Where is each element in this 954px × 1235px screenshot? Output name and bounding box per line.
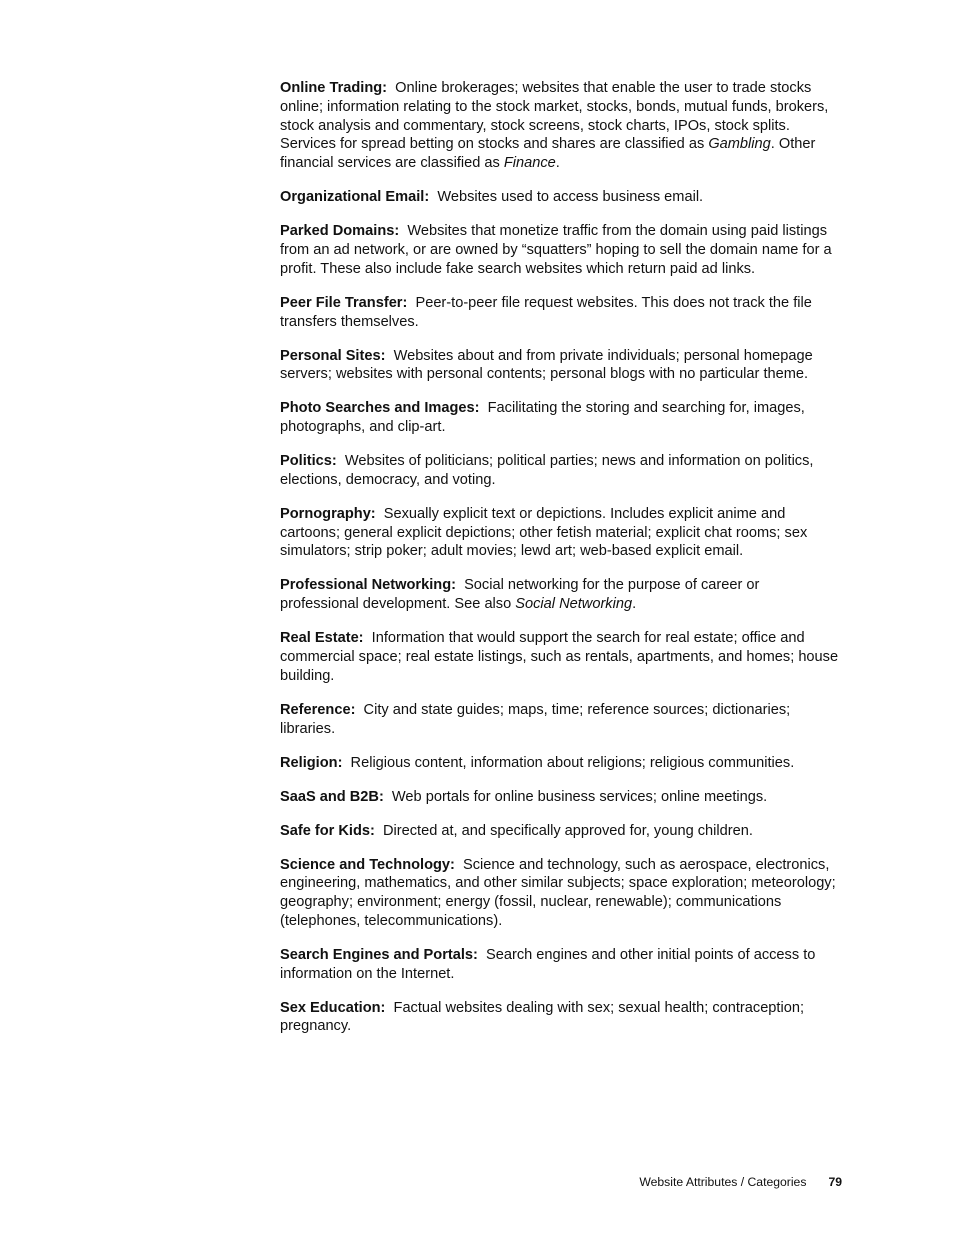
category-term: Search Engines and Portals: — [280, 946, 478, 963]
page-footer — [639, 1174, 842, 1190]
category-entry — [280, 452, 842, 490]
category-definition: Information that would support the search for real estate; office and commercial space; real estate listings, such as rentals, apartments, and homes; house building. — [280, 630, 839, 684]
category-entry — [280, 294, 842, 332]
category-entry — [280, 629, 842, 685]
category-entry — [280, 347, 842, 385]
category-term: Politics: — [280, 453, 337, 470]
category-term: Online Trading: — [280, 80, 388, 96]
category-entry — [280, 788, 842, 807]
category-definition: Web portals for online business services; online meetings. — [391, 788, 768, 805]
category-term: Professional Networking: — [280, 577, 456, 594]
category-term: Personal Sites: — [280, 347, 386, 364]
category-definition: . Other financial services are classified as — [280, 136, 816, 172]
page-number: 79 — [828, 1175, 842, 1189]
category-definition: . — [555, 155, 560, 172]
footer-section-title: Website Attributes / Categories — [639, 1175, 807, 1189]
category-entry — [280, 222, 842, 278]
category-term: Religion: — [280, 754, 343, 771]
category-definition: Websites used to access business email. — [437, 189, 704, 206]
category-entry — [280, 754, 842, 773]
category-term: Reference: — [280, 701, 356, 718]
category-entry — [280, 188, 842, 207]
category-definition: . — [632, 596, 637, 613]
category-term: Sex Education: — [280, 999, 386, 1016]
category-definition: Science and technology, such as aerospace, electronics, engineering, mathematics, and other similar subjects; space exploration; meteorology; geography; environment; energy (fossil, nuclear, renewable); communications (telephones, telecommunications). — [280, 856, 836, 929]
category-term: Real Estate: — [280, 630, 364, 647]
category-definition: Online brokerages; websites that enable the user to trade stocks online; information relating to the stock market, stocks, bonds, mutual funds, brokers, stock analysis and commentary, stock screens, stock charts, IPOs, stock splits. Services for spread betting on stocks and shares are classified as — [280, 80, 829, 153]
category-cross-reference: Social Networking — [515, 596, 633, 613]
category-definition: City and state guides; maps, time; reference sources; dictionaries; libraries. — [280, 701, 791, 737]
category-cross-reference: Finance — [503, 155, 556, 172]
category-entry — [280, 576, 842, 614]
category-cross-reference: Gambling — [708, 136, 771, 153]
category-term: SaaS and B2B: — [280, 788, 384, 805]
category-definition: Search engines and other initial points of access to information on the Internet. — [280, 946, 816, 982]
category-definition: Social networking for the purpose of career or professional development. See also — [280, 577, 760, 613]
category-definitions — [280, 79, 842, 1051]
category-definition: Facilitating the storing and searching for, images, photographs, and clip-art. — [280, 400, 805, 436]
category-entry — [280, 701, 842, 739]
category-definition: Websites that monetize traffic from the domain using paid listings from an ad network, or are owned by “squatters” hoping to sell the domain name for a profit. These also include fake search websites which return paid ad links. — [280, 223, 832, 277]
category-term: Photo Searches and Images: — [280, 400, 480, 417]
category-entry — [280, 505, 842, 561]
category-definition: Websites about and from private individuals; personal homepage servers; websites with personal contents; personal blogs with no particular theme. — [280, 347, 813, 383]
category-term: Safe for Kids: — [280, 822, 375, 839]
category-definition: Factual websites dealing with sex; sexual health; contraception; pregnancy. — [280, 999, 805, 1035]
category-entry — [280, 79, 842, 173]
category-term: Pornography: — [280, 505, 376, 522]
category-entry — [280, 946, 842, 984]
category-entry — [280, 399, 842, 437]
category-definition: Peer-to-peer file request websites. This does not track the file transfers themselves. — [280, 294, 812, 330]
category-term: Parked Domains: — [280, 223, 400, 240]
category-definition: Sexually explicit text or depictions. Includes explicit anime and cartoons; general explicit depictions; other fetish material; explicit chat rooms; sex simulators; strip poker; adult movies; lewd art; web-based explicit email. — [280, 505, 808, 560]
category-definition: Directed at, and specifically approved for, young children. — [382, 822, 753, 839]
category-term: Organizational Email: — [280, 189, 430, 206]
category-definition: Websites of politicians; political parties; news and information on politics, elections, democracy, and voting. — [280, 453, 814, 488]
category-entry — [280, 856, 842, 931]
category-entry — [280, 822, 842, 841]
category-entry — [280, 999, 842, 1037]
category-term: Peer File Transfer: — [280, 294, 408, 311]
category-term: Science and Technology: — [280, 856, 455, 873]
category-definition: Religious content, information about religions; religious communities. — [350, 754, 795, 771]
